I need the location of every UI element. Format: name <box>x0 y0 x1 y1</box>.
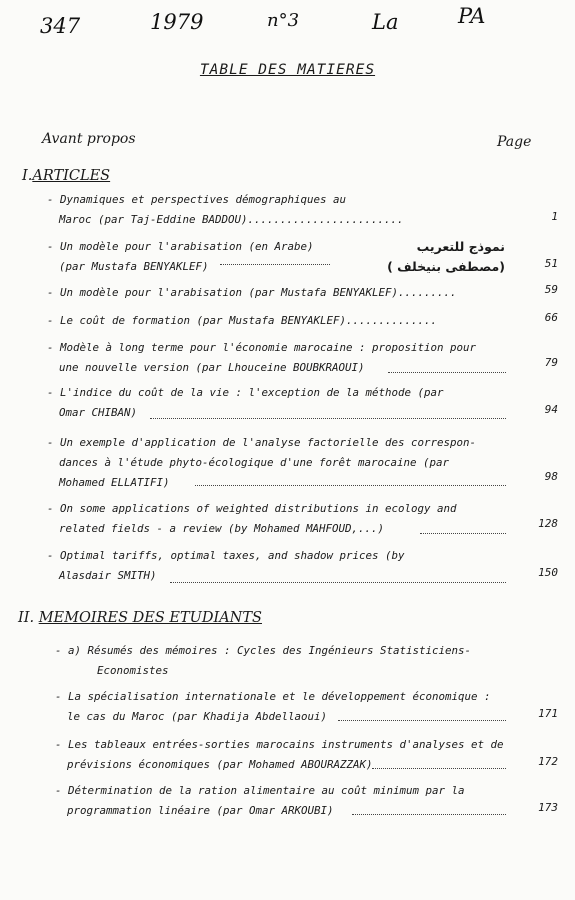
dotted-leader <box>372 768 506 769</box>
arabic-line: نموذج للتعريب <box>416 239 505 254</box>
toc-entry <box>47 383 522 423</box>
entry-line: - On some applications of weighted distributions in ecology and <box>47 502 457 515</box>
dotted-leader <box>220 264 330 265</box>
dotted-leader <box>195 485 506 486</box>
toc-entry <box>55 781 525 821</box>
avant-propos: Avant propos <box>42 131 136 147</box>
entry-line: dances à l'étude phyto-écologique d'une forêt marocaine (par <box>59 456 450 469</box>
entry-line: - a) Résumés des mémoires : Cycles des Ingénieurs Statisticiens- <box>55 644 472 657</box>
page-number: 172 <box>538 755 558 768</box>
page-title: TABLE DES MATIERES <box>199 62 376 78</box>
page-number: 171 <box>538 707 558 720</box>
page-number: 59 <box>544 283 558 296</box>
entry-line: Maroc (par Taj-Eddine BADDOU)........................ <box>59 213 404 226</box>
dotted-leader <box>170 582 506 583</box>
toc-entry <box>55 735 525 775</box>
entry-line: Economistes <box>97 664 169 677</box>
toc-entry <box>47 546 522 586</box>
entry-line: une nouvelle version (par Lhouceine BOUBKRAOUI) <box>59 361 365 374</box>
entry-line: - Optimal tariffs, optimal taxes, and shadow prices (by <box>47 549 405 562</box>
section-title: ARTICLES <box>32 168 111 184</box>
entry-line: - Dynamiques et perspectives démographiques au <box>47 193 347 206</box>
entry-line: - Détermination de la ration alimentaire au coût minimum par la <box>55 784 465 797</box>
entry-line: programmation linéaire (par Omar ARKOUBI) <box>67 804 334 817</box>
page-number: 79 <box>544 356 558 369</box>
section-number: I. <box>22 168 33 184</box>
handwritten-la: La <box>372 10 399 34</box>
entry-line: - La spécialisation internationale et le développement économique : <box>55 690 491 703</box>
section-memoires-heading <box>18 610 262 626</box>
entry-line: Mohamed ELLATIFI) <box>59 476 170 489</box>
toc-entry <box>47 283 522 303</box>
dotted-leader <box>388 372 506 373</box>
section-title: MEMOIRES DES ETUDIANTS <box>38 610 262 626</box>
dotted-leader <box>420 533 506 534</box>
entry-line: - Le coût de formation (par Mustafa BENYAKLEF).............. <box>47 314 438 327</box>
section-articles-heading <box>22 168 110 184</box>
entry-line: - Un modèle pour l'arabisation (par Mustafa BENYAKLEF)......... <box>47 286 457 299</box>
arabic-title <box>345 237 505 277</box>
dotted-leader <box>338 720 506 721</box>
handwritten-issue: n°3 <box>267 10 300 31</box>
entry-line: Alasdair SMITH) <box>59 569 157 582</box>
toc-entry <box>55 687 525 727</box>
handwritten-number: 347 <box>40 14 81 38</box>
entry-line: related fields - a review (by Mohamed MAHFOUD,...) <box>59 522 385 535</box>
page-number: 98 <box>544 470 558 483</box>
toc-entry <box>47 311 522 331</box>
arabic-line: (مصطفى بنيخلف ) <box>387 259 505 274</box>
dotted-leader <box>150 418 506 419</box>
page-column-header: Page <box>497 134 532 150</box>
toc-entry <box>55 641 525 681</box>
entry-line: prévisions économiques (par Mohamed ABOURAZZAK) <box>67 758 373 771</box>
toc-entry <box>47 433 522 493</box>
page-number: 51 <box>544 257 558 270</box>
page-number: 150 <box>538 566 558 579</box>
toc-entry <box>47 190 522 230</box>
entry-line: le cas du Maroc (par Khadija Abdellaoui) <box>67 710 328 723</box>
dotted-leader <box>352 814 506 815</box>
handwritten-year: 1979 <box>150 10 204 34</box>
entry-line: - Les tableaux entrées-sorties marocains instruments d'analyses et de <box>55 738 504 751</box>
page-number: 94 <box>544 403 558 416</box>
handwritten-pa: PA <box>458 4 486 28</box>
entry-line: Omar CHIBAN) <box>59 406 138 419</box>
entry-line: (par Mustafa BENYAKLEF) <box>59 260 209 273</box>
entry-line: - Modèle à long terme pour l'économie marocaine : proposition pour <box>47 341 477 354</box>
entry-line: - Un modèle pour l'arabisation (en Arabe) <box>47 240 314 253</box>
page-number: 66 <box>544 311 558 324</box>
page-number: 128 <box>538 517 558 530</box>
page-number: 1 <box>551 210 558 223</box>
section-number: II. <box>18 610 35 626</box>
entry-line: - L'indice du coût de la vie : l'exception de la méthode (par <box>47 386 444 399</box>
entry-line: - Un exemple d'application de l'analyse factorielle des correspon- <box>47 436 477 449</box>
page-number: 173 <box>538 801 558 814</box>
